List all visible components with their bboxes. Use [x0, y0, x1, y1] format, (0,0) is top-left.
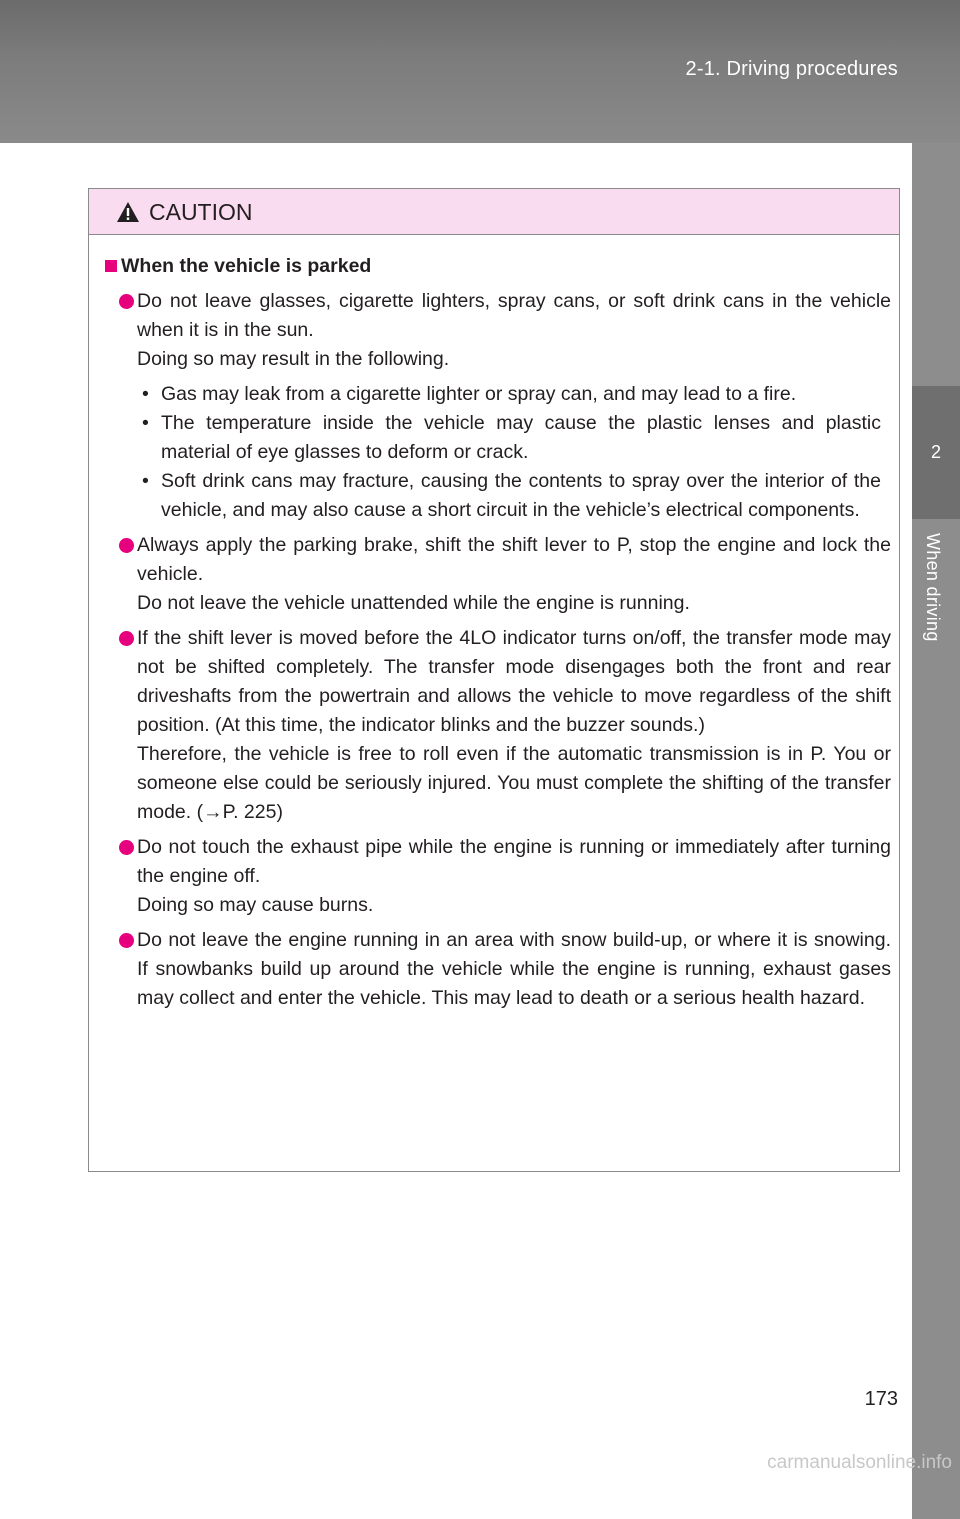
side-tab-label-bg [912, 519, 960, 1519]
caution-box [88, 188, 900, 1172]
circle-bullet-icon [119, 840, 134, 855]
circle-bullet-icon [119, 933, 134, 948]
caution-item [105, 926, 891, 1013]
header-bar [0, 0, 960, 143]
item-paragraph: Doing so may result in the following. [137, 348, 450, 370]
caution-item [105, 531, 891, 618]
section-heading-text: When the vehicle is parked [121, 255, 372, 277]
sub-bullet-item: • Soft drink cans may fracture, causing the contents to spray over the interior of the vehicle, and may also cause a short circuit in the vehicle’s electrical components. [142, 470, 881, 521]
page-number: 173 [864, 1388, 898, 1410]
item-paragraph: Doing so may cause burns. [137, 894, 374, 916]
sub-bullet-list [137, 380, 891, 525]
item-paragraph: Do not leave the vehicle unattended while the engine is running. [137, 592, 690, 614]
side-tab-number: 2 [912, 386, 960, 519]
caution-item [105, 287, 891, 525]
item-paragraph: Do not touch the exhaust pipe while the engine is running or immediately after turning the engine off. [137, 836, 891, 887]
circle-bullet-icon [119, 538, 134, 553]
section-title: 2-1. Driving procedures [685, 58, 898, 80]
side-tab-label: When driving [923, 533, 943, 642]
circle-bullet-icon [119, 294, 134, 309]
item-paragraph: Always apply the parking brake, shift the shift lever to P, stop the engine and lock the vehicle. [137, 534, 891, 585]
circle-bullet-icon [119, 631, 134, 646]
caution-item [105, 833, 891, 920]
watermark: carmanualsonline.info [767, 1452, 952, 1473]
warning-triangle-icon [116, 201, 140, 223]
sub-bullet-item: • The temperature inside the vehicle may cause the plastic lenses and plastic material of eye glasses to deform or crack. [142, 412, 881, 463]
square-bullet-icon [105, 260, 117, 272]
item-paragraph: Do not leave glasses, cigarette lighters, spray cans, or soft drink cans in the vehicle when it is in the sun. [137, 290, 891, 341]
section-heading [105, 252, 891, 281]
sub-bullet-item: • Gas may leak from a cigarette lighter or spray can, and may lead to a fire. [142, 383, 797, 405]
caution-item [105, 624, 891, 827]
item-paragraph: Do not leave the engine running in an area with snow build-up, or where it is snowing. If snowbanks build up around the vehicle while the engine is running, exhaust gases may collect and enter the vehicle. This may lead to death or a serious health hazard. [137, 929, 891, 1009]
item-paragraph: Therefore, the vehicle is free to roll even if the automatic transmission is in P. You or someone else could be seriously injured. You must complete the shifting of the transfer mode. (→P. 225) [137, 743, 891, 823]
caution-content [105, 252, 891, 1013]
caution-header [89, 189, 899, 235]
item-paragraph: If the shift lever is moved before the 4LO indicator turns on/off, the transfer mode may not be shifted completely. The transfer mode disengages both the front and rear driveshafts from the powertrain and allows the vehicle to move regardless of the shift position. (At this time, the indicator blinks and the buzzer sounds.) [137, 627, 891, 736]
side-tab-top [912, 143, 960, 386]
caution-title: CAUTION [149, 199, 253, 225]
